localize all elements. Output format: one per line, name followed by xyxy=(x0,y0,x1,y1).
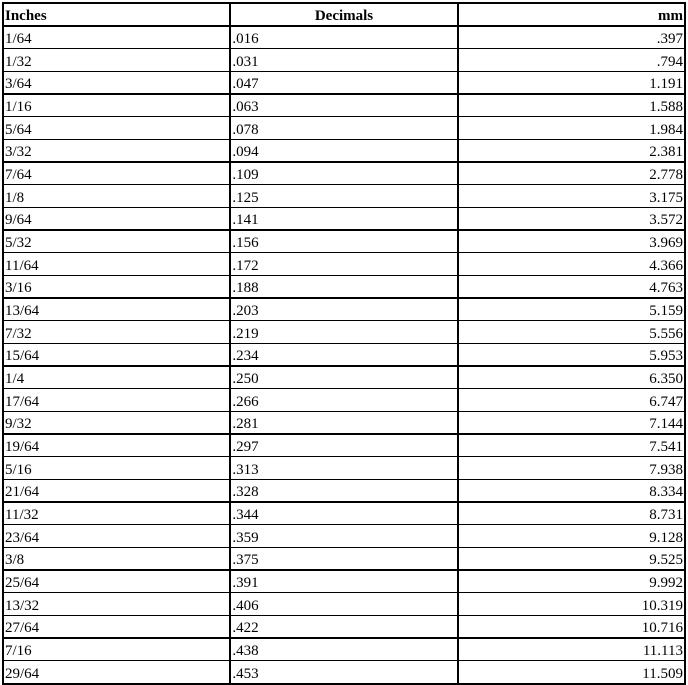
cell-inches: 1/16 xyxy=(3,94,230,117)
cell-inches: 7/64 xyxy=(3,162,230,185)
cell-decimals: .203 xyxy=(230,298,457,321)
table-row xyxy=(3,638,685,661)
cell-decimals: .078 xyxy=(230,116,457,139)
cell-decimals: .281 xyxy=(230,411,457,434)
header-decimals: Decimals xyxy=(230,3,457,26)
cell-mm: 2.381 xyxy=(458,139,685,162)
cell-mm: 3.572 xyxy=(458,207,685,230)
cell-mm: 10.319 xyxy=(458,593,685,616)
cell-mm: 1.984 xyxy=(458,116,685,139)
cell-decimals: .094 xyxy=(230,139,457,162)
cell-decimals: .422 xyxy=(230,616,457,639)
cell-inches: 1/8 xyxy=(3,185,230,208)
header-row xyxy=(3,3,685,26)
cell-decimals: .406 xyxy=(230,593,457,616)
cell-mm: 4.763 xyxy=(458,275,685,298)
cell-mm: 8.334 xyxy=(458,479,685,502)
cell-inches: 9/64 xyxy=(3,207,230,230)
cell-decimals: .125 xyxy=(230,185,457,208)
table-row xyxy=(3,185,685,208)
cell-inches: 1/32 xyxy=(3,48,230,71)
cell-inches: 1/4 xyxy=(3,366,230,389)
cell-mm: 3.969 xyxy=(458,230,685,253)
cell-decimals: .359 xyxy=(230,525,457,548)
table-row xyxy=(3,253,685,276)
cell-inches: 11/32 xyxy=(3,502,230,525)
table-row xyxy=(3,139,685,162)
cell-inches: 13/64 xyxy=(3,298,230,321)
cell-mm: 9.525 xyxy=(458,548,685,571)
cell-decimals: .391 xyxy=(230,570,457,593)
conversion-table xyxy=(2,2,686,685)
cell-inches: 9/32 xyxy=(3,411,230,434)
table-row xyxy=(3,661,685,684)
table-row xyxy=(3,411,685,434)
cell-decimals: .219 xyxy=(230,321,457,344)
cell-inches: 5/16 xyxy=(3,457,230,480)
cell-inches: 3/32 xyxy=(3,139,230,162)
cell-inches: 29/64 xyxy=(3,661,230,684)
cell-decimals: .250 xyxy=(230,366,457,389)
cell-decimals: .344 xyxy=(230,502,457,525)
table-row xyxy=(3,366,685,389)
cell-decimals: .141 xyxy=(230,207,457,230)
cell-mm: 2.778 xyxy=(458,162,685,185)
table-row xyxy=(3,26,685,49)
table-row xyxy=(3,71,685,94)
cell-mm: .794 xyxy=(458,48,685,71)
table-row xyxy=(3,502,685,525)
cell-decimals: .016 xyxy=(230,26,457,49)
table-row xyxy=(3,593,685,616)
table-row xyxy=(3,298,685,321)
cell-inches: 27/64 xyxy=(3,616,230,639)
cell-decimals: .453 xyxy=(230,661,457,684)
cell-mm: 9.992 xyxy=(458,570,685,593)
table-row xyxy=(3,525,685,548)
cell-inches: 1/64 xyxy=(3,26,230,49)
cell-mm: 11.113 xyxy=(458,638,685,661)
cell-mm: 5.159 xyxy=(458,298,685,321)
table-row xyxy=(3,434,685,457)
cell-decimals: .438 xyxy=(230,638,457,661)
cell-mm: 4.366 xyxy=(458,253,685,276)
table-body xyxy=(3,26,685,684)
cell-inches: 23/64 xyxy=(3,525,230,548)
cell-decimals: .188 xyxy=(230,275,457,298)
cell-inches: 11/64 xyxy=(3,253,230,276)
table-row xyxy=(3,479,685,502)
cell-inches: 7/16 xyxy=(3,638,230,661)
cell-mm: 11.509 xyxy=(458,661,685,684)
cell-inches: 3/16 xyxy=(3,275,230,298)
cell-inches: 5/32 xyxy=(3,230,230,253)
cell-decimals: .234 xyxy=(230,343,457,366)
cell-inches: 21/64 xyxy=(3,479,230,502)
cell-decimals: .266 xyxy=(230,389,457,412)
cell-inches: 25/64 xyxy=(3,570,230,593)
header-mm: mm xyxy=(458,3,685,26)
cell-decimals: .375 xyxy=(230,548,457,571)
cell-inches: 15/64 xyxy=(3,343,230,366)
cell-inches: 7/32 xyxy=(3,321,230,344)
table-row xyxy=(3,457,685,480)
cell-decimals: .172 xyxy=(230,253,457,276)
table-row xyxy=(3,116,685,139)
table-row xyxy=(3,230,685,253)
cell-mm: 7.938 xyxy=(458,457,685,480)
cell-decimals: .297 xyxy=(230,434,457,457)
cell-inches: 3/8 xyxy=(3,548,230,571)
cell-decimals: .047 xyxy=(230,71,457,94)
header-inches: Inches xyxy=(3,3,230,26)
table-row xyxy=(3,389,685,412)
cell-mm: .397 xyxy=(458,26,685,49)
table-row xyxy=(3,275,685,298)
cell-mm: 6.350 xyxy=(458,366,685,389)
cell-inches: 13/32 xyxy=(3,593,230,616)
cell-decimals: .313 xyxy=(230,457,457,480)
table-header xyxy=(3,3,685,26)
table-row xyxy=(3,162,685,185)
cell-decimals: .156 xyxy=(230,230,457,253)
cell-decimals: .063 xyxy=(230,94,457,117)
table-row xyxy=(3,343,685,366)
cell-inches: 3/64 xyxy=(3,71,230,94)
cell-mm: 5.953 xyxy=(458,343,685,366)
cell-decimals: .328 xyxy=(230,479,457,502)
table-row xyxy=(3,570,685,593)
cell-mm: 5.556 xyxy=(458,321,685,344)
cell-mm: 1.191 xyxy=(458,71,685,94)
table-row xyxy=(3,548,685,571)
cell-mm: 8.731 xyxy=(458,502,685,525)
cell-mm: 6.747 xyxy=(458,389,685,412)
table-row xyxy=(3,616,685,639)
cell-mm: 3.175 xyxy=(458,185,685,208)
table-row xyxy=(3,207,685,230)
cell-inches: 19/64 xyxy=(3,434,230,457)
table-row xyxy=(3,321,685,344)
cell-decimals: .109 xyxy=(230,162,457,185)
cell-mm: 1.588 xyxy=(458,94,685,117)
cell-inches: 17/64 xyxy=(3,389,230,412)
cell-decimals: .031 xyxy=(230,48,457,71)
table-row xyxy=(3,48,685,71)
cell-mm: 10.716 xyxy=(458,616,685,639)
cell-inches: 5/64 xyxy=(3,116,230,139)
cell-mm: 7.541 xyxy=(458,434,685,457)
table-row xyxy=(3,94,685,117)
cell-mm: 9.128 xyxy=(458,525,685,548)
cell-mm: 7.144 xyxy=(458,411,685,434)
